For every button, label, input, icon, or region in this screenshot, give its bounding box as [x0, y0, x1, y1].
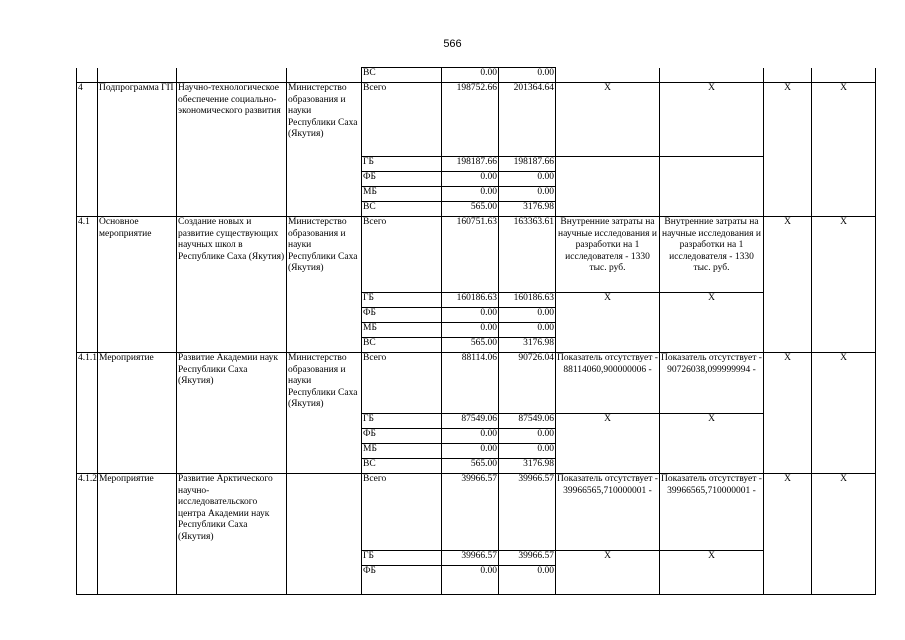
row-type: Мероприятие: [98, 353, 177, 474]
value-year1: 0.00: [442, 308, 499, 323]
responsible-org: Министерство образования и науки Республики Саха (Якутия): [287, 217, 362, 353]
value-year2: 87549.06: [499, 414, 556, 429]
budget-table: [76, 67, 876, 595]
funding-source: Всего: [362, 217, 442, 293]
indicator-year1: Показатель отсутствует - 88114060,900000006 -: [556, 353, 660, 414]
table-row: [77, 474, 876, 551]
value-year2: 3176.98: [499, 338, 556, 353]
indicator-year1: X: [556, 414, 660, 474]
row-number: 4: [77, 83, 98, 217]
row-name: Создание новых и развитие существующих научных школ в Республике Саха (Якутия): [177, 217, 287, 353]
value-year2: 0.00: [499, 172, 556, 187]
funding-source: Всего: [362, 353, 442, 414]
value-year2: 0.00: [499, 308, 556, 323]
funding-source: ГБ: [362, 551, 442, 566]
indicator-year1: [556, 157, 660, 217]
indicator-year2: X: [660, 83, 764, 157]
indicator-year1: Внутренние затраты на научные исследования и разработки на 1 исследователя - 1330 тыс. руб.: [556, 217, 660, 293]
value-year1: 565.00: [442, 338, 499, 353]
table-row: [77, 353, 876, 414]
mark-col1: X: [764, 83, 812, 217]
indicator-year2: [660, 157, 764, 217]
value-year2: 0.00: [499, 187, 556, 202]
value-year1: 198752.66: [442, 83, 499, 157]
indicator-year2: Показатель отсутствует - 39966565,710000001 -: [660, 474, 764, 551]
funding-source: МБ: [362, 187, 442, 202]
funding-source: ВС: [362, 202, 442, 217]
page-number: 566: [443, 38, 462, 50]
value-year2: 198187.66: [499, 157, 556, 172]
value-year2: 90726.04: [499, 353, 556, 414]
row-number: 4.1: [77, 217, 98, 353]
value-year2: 39966.57: [499, 474, 556, 551]
funding-source: ВС: [362, 338, 442, 353]
funding-source: ФБ: [362, 566, 442, 595]
value-year2: 0.00: [499, 444, 556, 459]
value-year2: 3176.98: [499, 202, 556, 217]
funding-source: Всего: [362, 83, 442, 157]
value-year1: 565.00: [442, 202, 499, 217]
value-year2: 160186.63: [499, 293, 556, 308]
value-year1: 198187.66: [442, 157, 499, 172]
indicator-year2: Показатель отсутствует - 90726038,099999994 -: [660, 353, 764, 414]
value-year1: 0.00: [442, 429, 499, 444]
value-year1: 39966.57: [442, 551, 499, 566]
value-year2: 163363.61: [499, 217, 556, 293]
table-row: [77, 83, 876, 157]
table-row: [77, 68, 876, 83]
indicator-year1: X: [556, 83, 660, 157]
value-year2: 0.00: [499, 68, 556, 83]
row-name: Развитие Арктического научно-исследовательского центра Академии наук Республики Саха (Якутия): [177, 474, 287, 595]
funding-source: ВС: [362, 68, 442, 83]
funding-source: ФБ: [362, 308, 442, 323]
mark-col1: X: [764, 217, 812, 353]
value-year1: 565.00: [442, 459, 499, 474]
value-year1: 0.00: [442, 566, 499, 595]
value-year1: 0.00: [442, 68, 499, 83]
row-type: Мероприятие: [98, 474, 177, 595]
indicator-year1: X: [556, 551, 660, 595]
responsible-org: Министерство образования и науки Республики Саха (Якутия): [287, 83, 362, 217]
row-number: 4.1.1: [77, 353, 98, 474]
indicator-year2: X: [660, 551, 764, 595]
value-year2: 3176.98: [499, 459, 556, 474]
funding-source: МБ: [362, 323, 442, 338]
responsible-org: Министерство образования и науки Республики Саха (Якутия): [287, 353, 362, 474]
indicator-year2: Внутренние затраты на научные исследования и разработки на 1 исследователя - 1330 тыс. руб.: [660, 217, 764, 293]
value-year2: 201364.64: [499, 83, 556, 157]
value-year1: 0.00: [442, 444, 499, 459]
value-year2: 0.00: [499, 429, 556, 444]
value-year2: 0.00: [499, 566, 556, 595]
value-year1: 0.00: [442, 187, 499, 202]
indicator-year2: X: [660, 414, 764, 474]
value-year1: 0.00: [442, 323, 499, 338]
value-year1: 39966.57: [442, 474, 499, 551]
funding-source: ГБ: [362, 414, 442, 429]
mark-col2: X: [812, 83, 876, 217]
funding-source: МБ: [362, 444, 442, 459]
value-year1: 160751.63: [442, 217, 499, 293]
funding-source: ГБ: [362, 293, 442, 308]
value-year2: 39966.57: [499, 551, 556, 566]
value-year1: 87549.06: [442, 414, 499, 429]
funding-source: ФБ: [362, 429, 442, 444]
mark-col2: X: [812, 217, 876, 353]
indicator-year2: X: [660, 293, 764, 353]
indicator-year1: X: [556, 293, 660, 353]
funding-source: Всего: [362, 474, 442, 551]
mark-col2: X: [812, 353, 876, 474]
table-row: [77, 217, 876, 293]
row-number: 4.1.2: [77, 474, 98, 595]
funding-source: ФБ: [362, 172, 442, 187]
indicator-year1: Показатель отсутствует - 39966565,710000001 -: [556, 474, 660, 551]
mark-col1: X: [764, 353, 812, 474]
funding-source: ГБ: [362, 157, 442, 172]
funding-source: ВС: [362, 459, 442, 474]
value-year2: 0.00: [499, 323, 556, 338]
row-type: Основное мероприятие: [98, 217, 177, 353]
value-year1: 160186.63: [442, 293, 499, 308]
value-year1: 88114.06: [442, 353, 499, 414]
responsible-org: [287, 474, 362, 595]
mark-col2: X: [812, 474, 876, 595]
row-name: Научно-технологическое обеспечение социально-экономического развития: [177, 83, 287, 217]
value-year1: 0.00: [442, 172, 499, 187]
row-type: Подпрограмма ГП: [98, 83, 177, 217]
row-name: Развитие Академии наук Республики Саха (Якутия): [177, 353, 287, 474]
mark-col1: X: [764, 474, 812, 595]
